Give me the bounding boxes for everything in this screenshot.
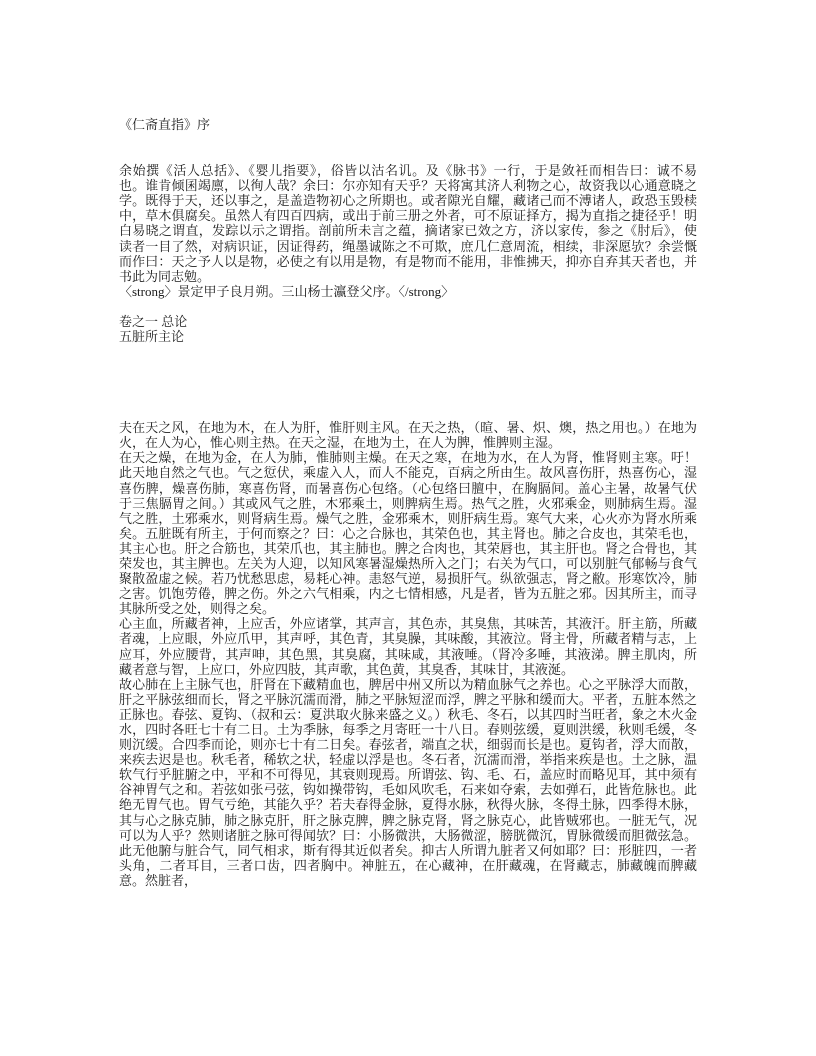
body-paragraph-2: 在天之燥，在地为金，在人为肺，惟肺则主燥。在天之寒，在地为水，在人为肾，惟肾则主寒。吁！此天地自然之气也。气之愆伏，乘虚入人，而人不能克，百病之所由生。故风喜伤肝，热喜伤心，湿喜伤脾，燥喜伤肺，寒喜伤肾，而暑喜伤心包络。（心包络曰膻中，在胸膈间。盖心主暑，故暑气伏于三焦膈胃之间。）其或风气之胜，木邪乘土，则脾病生焉。热气之胜，火邪乘金，则肺病生焉。湿气之胜，土邪乘水，则肾病生焉。燥气之胜，金邪乘木，则肝病生焉。寒气大来，心火亦为肾水所乘矣。五脏既有所主，于何而察之？曰：心之合脉也，其荣色也，其主肾也。肺之合皮也，其荣毛也，其主心也。肝之合筋也，其荣爪也，其主肺也。脾之合肉也，其荣唇也，其主肝也。肾之合骨也，其荣发也，其主脾也。左关为人迎，以知风寒暑湿燥热所入之门；右关为气口，可以别脏气郁畅与食气聚散盈虚之候。若乃忧愁思虑，易耗心神。恚怒气逆，易损肝气。纵欲强志，肾之敝。形寒饮冷，肺之害。饥饱劳倦，脾之伤。外之六气相乘，内之七情相感，凡是者，皆为五脏之邪。因其所主，而寻其脉所受之处，则得之矣。 bbox=[119, 450, 697, 617]
preface-paragraph: 余始撰《活人总括》、《婴儿指要》，俗皆以沽名讥。及《脉书》一行，于是敛衽而相告曰：诚不易也。谁肯倾囷竭廪，以徇人哉？余曰：尔亦知有天乎？天将寓其济人利物之心，故资我以心通意晓之学。既得于天，还以事之，是盖造物初心之所期也。或者隙光自耀，藏诸己而不溥诸人，政恐玉毁椟中，草木俱腐矣。虽然人有四百四病，或出于前三册之外者，可不原证择方，揭为直指之捷径乎！明白易晓之谓直，发踪以示之谓指。剖前所未言之蕴，摘诸家已效之方，济以家传，参之《肘后》，使读者一目了然，对病识证，因证得药，绳墨诚陈之不可欺，庶几仁意周流，相续，非深愿欤？余尝慨而作曰：天之予人以是物，必使之有以用是物，有是物而不能用，非惟拂天，抑亦自弃其天者也，并书此为同志勉。 bbox=[119, 163, 697, 284]
section-heading: 五脏所主论 bbox=[119, 329, 185, 345]
body-paragraph-3: 心主血，所藏者神，上应舌，外应诸掌，其声言，其色赤，其臭焦，其味苦，其液汗。肝主筋，所藏者魂，上应眼，外应爪甲，其声呼，其色青，其臭臊，其味酸，其液泣。肾主骨，所藏者精与志，上应耳，外应腰背，其声呻，其色黑，其臭腐，其味咸，其液唾。（肾冷多唾，其液涕。脾主肌肉，所藏者意与智，上应口，外应四肢，其声歌，其色黄，其臭香，其味甘，其液涎。 bbox=[119, 616, 697, 677]
colophon-line: 〈strong〉景定甲子良月朔。三山杨士瀛登父序。〈/strong〉 bbox=[119, 283, 455, 299]
body-text bbox=[119, 420, 697, 888]
document-content bbox=[119, 117, 697, 888]
body-paragraph-4: 故心肺在上主脉气也，肝肾在下藏精血也，脾居中州又所以为精血脉气之养也。心之平脉浮大而散，肝之平脉弦细而长，肾之平脉沉濡而滑，肺之平脉短涩而浮，脾之平脉和缓而大。平者，五脏本然之正脉也。春弦、夏钩、（叔和云：夏洪取火脉来盛之义。）秋毛、冬石，以其四时当旺者，象之木火金水，四时各旺七十有二日。土为季脉，每季之月寄旺一十八日。春则弦缓，夏则洪缓，秋则毛缓，冬则沉缓。合四季而论，则亦七十有二日矣。春弦者，端直之状，细弱而长是也。夏钩者，浮大而散，来疾去迟是也。秋毛者，稀软之状，轻虚以浮是也。冬石者，沉濡而滑，举指来疾是也。土之脉，温软气行乎脏腑之中，平和不可得见，其衰则现焉。所谓弦、钩、毛、石，盖应时而略见耳，其中须有谷神胃气之和。若弦如张弓弦，钩如操带钩，毛如风吹毛，石来如夺索，去如弹石，此皆危脉也。此绝无胃气也。胃气亏绝，其能久乎？若夫春得金脉，夏得水脉，秋得火脉，冬得土脉，四季得木脉，其与心之脉克肺，肺之脉克肝，肝之脉克脾，脾之脉克肾，肾之脉克心，此皆贼邪也。一脏无气，况可以为人乎？然则诸脏之脉可得闻欤？曰：小肠微洪，大肠微涩，膀胱微沉，胃脉微缓而胆微弦急。此无他腑与脏合气，同气相求，斯有得其近似者矣。抑古人所谓九脏者又何如耶？曰：形脏四，一者头角，二者耳目，三者口齿，四者胸中。神脏五，在心藏神，在肝藏魂，在肾藏志，肺藏魄而脾藏意。然脏者， bbox=[119, 676, 697, 888]
page-title: 《仁斋直指》序 bbox=[119, 117, 211, 132]
body-paragraph-1: 夫在天之风，在地为木，在人为肝，惟肝则主风。在天之热，（暄、暑、炽、燠，热之用也。）在地为火，在人为心，惟心则主热。在天之湿，在地为土，在人为脾，惟脾则主湿。 bbox=[119, 420, 697, 451]
volume-heading: 卷之一 总论 bbox=[119, 313, 188, 329]
